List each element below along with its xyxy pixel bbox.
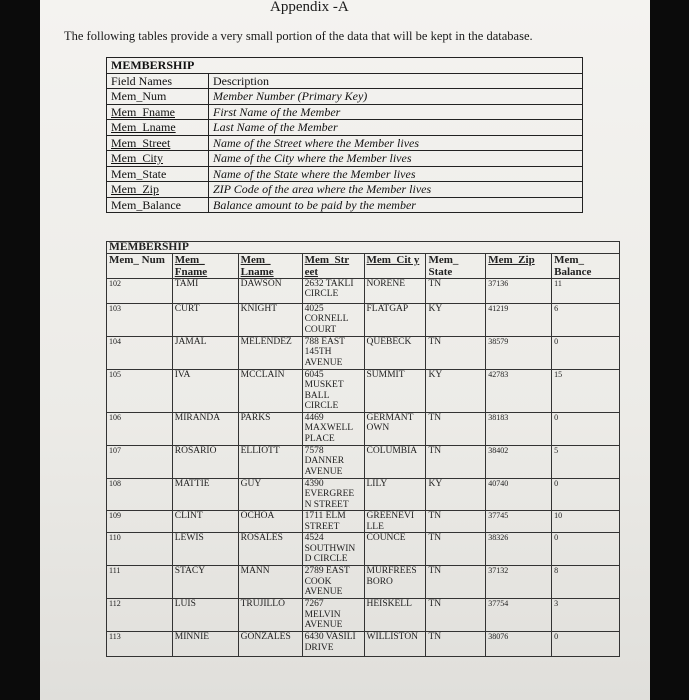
mem-balance-cell: 6 xyxy=(552,303,620,336)
mem-street-cell: 1711 ELM STREET xyxy=(302,511,364,533)
mem-state-cell: TN xyxy=(426,566,486,599)
mem-street-cell: 4469 MAXWELL PLACE xyxy=(302,412,364,445)
mem-city-cell: LILY xyxy=(364,478,426,511)
header-cell: Field Names xyxy=(107,73,209,89)
mem-zip-cell: 37136 xyxy=(486,278,552,303)
mem-zip-cell: 38579 xyxy=(486,336,552,369)
field-name: Mem_Zip xyxy=(107,182,209,198)
mem-lname-cell: DAWSON xyxy=(238,278,302,303)
field-description: Name of the City where the Member lives xyxy=(209,151,583,167)
table-row xyxy=(107,478,620,511)
mem-balance-cell: 15 xyxy=(552,369,620,412)
header-cell: Mem_Zip xyxy=(486,253,552,278)
mem-num-cell: 107 xyxy=(107,445,173,478)
table-row xyxy=(107,336,620,369)
header-cell: Mem_ Fname xyxy=(172,253,238,278)
field-description: Name of the Street where the Member lives xyxy=(209,135,583,151)
mem-num-cell: 103 xyxy=(107,303,173,336)
mem-num-cell: 111 xyxy=(107,566,173,599)
mem-state-cell: KY xyxy=(426,303,486,336)
field-name: Mem_State xyxy=(107,166,209,182)
mem-street-cell: 2789 EAST COOK AVENUE xyxy=(302,566,364,599)
mem-num-cell: 104 xyxy=(107,336,173,369)
mem-state-cell: TN xyxy=(426,412,486,445)
mem-city-cell: GREENEVI LLE xyxy=(364,511,426,533)
mem-street-cell: 4524 SOUTHWIN D CIRCLE xyxy=(302,533,364,566)
table-row xyxy=(107,166,583,182)
field-name: Mem_Fname xyxy=(107,104,209,120)
mem-city-cell: COUNCE xyxy=(364,533,426,566)
field-description: ZIP Code of the area where the Member lives xyxy=(209,182,583,198)
mem-lname-cell: MELENDEZ xyxy=(238,336,302,369)
mem-fname-cell: STACY xyxy=(172,566,238,599)
mem-city-cell: SUMMIT xyxy=(364,369,426,412)
table-row xyxy=(107,303,620,336)
mem-zip-cell: 38326 xyxy=(486,533,552,566)
page-heading: Appendix -A xyxy=(270,0,349,15)
table-row xyxy=(107,566,620,599)
table-caption: MEMBERSHIP xyxy=(107,58,583,74)
mem-zip-cell: 37132 xyxy=(486,566,552,599)
table-row xyxy=(107,445,620,478)
mem-zip-cell: 37745 xyxy=(486,511,552,533)
table-row xyxy=(107,89,583,105)
table-row xyxy=(107,151,583,167)
table-row xyxy=(107,197,583,213)
mem-balance-cell: 8 xyxy=(552,566,620,599)
mem-num-cell: 106 xyxy=(107,412,173,445)
mem-street-cell: 7578 DANNER AVENUE xyxy=(302,445,364,478)
table-row xyxy=(107,135,583,151)
table-row xyxy=(107,533,620,566)
field-description: First Name of the Member xyxy=(209,104,583,120)
mem-balance-cell: 0 xyxy=(552,412,620,445)
field-description: Balance amount to be paid by the member xyxy=(209,197,583,213)
mem-city-cell: HEISKELL xyxy=(364,599,426,632)
field-name: Mem_Street xyxy=(107,135,209,151)
table-header-row xyxy=(107,73,583,89)
mem-city-cell: NORENE xyxy=(364,278,426,303)
mem-lname-cell: PARKS xyxy=(238,412,302,445)
mem-fname-cell: JAMAL xyxy=(172,336,238,369)
mem-fname-cell: MATTIE xyxy=(172,478,238,511)
header-cell: Mem_Str eet xyxy=(302,253,364,278)
mem-lname-cell: TRUJILLO xyxy=(238,599,302,632)
field-description-table xyxy=(106,57,583,213)
mem-state-cell: TN xyxy=(426,632,486,657)
mem-street-cell: 6430 VASILI DRIVE xyxy=(302,632,364,657)
table-row xyxy=(107,412,620,445)
mem-city-cell: GERMANT OWN xyxy=(364,412,426,445)
mem-city-cell: FLATGAP xyxy=(364,303,426,336)
mem-num-cell: 105 xyxy=(107,369,173,412)
mem-fname-cell: LEWIS xyxy=(172,533,238,566)
mem-fname-cell: ROSARIO xyxy=(172,445,238,478)
mem-balance-cell: 5 xyxy=(552,445,620,478)
mem-fname-cell: LUIS xyxy=(172,599,238,632)
mem-zip-cell: 38076 xyxy=(486,632,552,657)
mem-lname-cell: GUY xyxy=(238,478,302,511)
mem-street-cell: 7267 MELVIN AVENUE xyxy=(302,599,364,632)
mem-state-cell: TN xyxy=(426,336,486,369)
mem-state-cell: TN xyxy=(426,511,486,533)
table-row xyxy=(107,599,620,632)
intro-text: The following tables provide a very small portion of the data that will be kept in the database. xyxy=(64,29,533,43)
header-cell: Description xyxy=(209,73,583,89)
mem-lname-cell: GONZALES xyxy=(238,632,302,657)
mem-zip-cell: 41219 xyxy=(486,303,552,336)
mem-city-cell: COLUMBIA xyxy=(364,445,426,478)
mem-city-cell: WILLISTON xyxy=(364,632,426,657)
mem-lname-cell: ROSALES xyxy=(238,533,302,566)
mem-fname-cell: CURT xyxy=(172,303,238,336)
mem-state-cell: KY xyxy=(426,369,486,412)
mem-balance-cell: 0 xyxy=(552,336,620,369)
mem-zip-cell: 40740 xyxy=(486,478,552,511)
mem-state-cell: TN xyxy=(426,533,486,566)
header-cell: Mem_ Num xyxy=(107,253,173,278)
mem-zip-cell: 38183 xyxy=(486,412,552,445)
membership-data-table xyxy=(106,241,620,657)
header-cell: Mem_Cit y xyxy=(364,253,426,278)
table-row xyxy=(107,278,620,303)
mem-lname-cell: ELLIOTT xyxy=(238,445,302,478)
table-row xyxy=(107,369,620,412)
mem-num-cell: 113 xyxy=(107,632,173,657)
mem-lname-cell: KNIGHT xyxy=(238,303,302,336)
field-name: Mem_City xyxy=(107,151,209,167)
mem-fname-cell: MINNIE xyxy=(172,632,238,657)
mem-fname-cell: TAMI xyxy=(172,278,238,303)
mem-street-cell: 4390 EVERGREE N STREET xyxy=(302,478,364,511)
mem-balance-cell: 3 xyxy=(552,599,620,632)
table-row xyxy=(107,182,583,198)
mem-zip-cell: 37754 xyxy=(486,599,552,632)
mem-zip-cell: 38402 xyxy=(486,445,552,478)
mem-state-cell: TN xyxy=(426,599,486,632)
mem-num-cell: 102 xyxy=(107,278,173,303)
mem-fname-cell: IVA xyxy=(172,369,238,412)
mem-state-cell: TN xyxy=(426,278,486,303)
mem-balance-cell: 0 xyxy=(552,533,620,566)
header-cell: Mem_ State xyxy=(426,253,486,278)
mem-balance-cell: 11 xyxy=(552,278,620,303)
header-cell: Mem_ Lname xyxy=(238,253,302,278)
mem-street-cell: 2632 TAKLI CIRCLE xyxy=(302,278,364,303)
table-row xyxy=(107,632,620,657)
mem-balance-cell: 0 xyxy=(552,632,620,657)
mem-street-cell: 4025 CORNELL COURT xyxy=(302,303,364,336)
field-description: Last Name of the Member xyxy=(209,120,583,136)
mem-num-cell: 112 xyxy=(107,599,173,632)
mem-street-cell: 788 EAST 145TH AVENUE xyxy=(302,336,364,369)
table-row xyxy=(107,104,583,120)
field-description: Member Number (Primary Key) xyxy=(209,89,583,105)
mem-balance-cell: 10 xyxy=(552,511,620,533)
mem-lname-cell: MANN xyxy=(238,566,302,599)
field-name: Mem_Balance xyxy=(107,197,209,213)
field-name: Mem_Lname xyxy=(107,120,209,136)
mem-fname-cell: CLINT xyxy=(172,511,238,533)
mem-balance-cell: 0 xyxy=(552,478,620,511)
mem-state-cell: TN xyxy=(426,445,486,478)
mem-state-cell: KY xyxy=(426,478,486,511)
table-header-row xyxy=(107,253,620,278)
mem-num-cell: 108 xyxy=(107,478,173,511)
mem-street-cell: 6045 MUSKET BALL CIRCLE xyxy=(302,369,364,412)
mem-city-cell: QUEBECK xyxy=(364,336,426,369)
mem-num-cell: 109 xyxy=(107,511,173,533)
table-caption: MEMBERSHIP xyxy=(107,242,620,254)
mem-lname-cell: OCHOA xyxy=(238,511,302,533)
field-name: Mem_Num xyxy=(107,89,209,105)
table-row xyxy=(107,120,583,136)
field-description: Name of the State where the Member lives xyxy=(209,166,583,182)
mem-zip-cell: 42783 xyxy=(486,369,552,412)
table-row xyxy=(107,511,620,533)
mem-city-cell: MURFREES BORO xyxy=(364,566,426,599)
mem-lname-cell: MCCLAIN xyxy=(238,369,302,412)
mem-fname-cell: MIRANDA xyxy=(172,412,238,445)
header-cell: Mem_ Balance xyxy=(552,253,620,278)
mem-num-cell: 110 xyxy=(107,533,173,566)
